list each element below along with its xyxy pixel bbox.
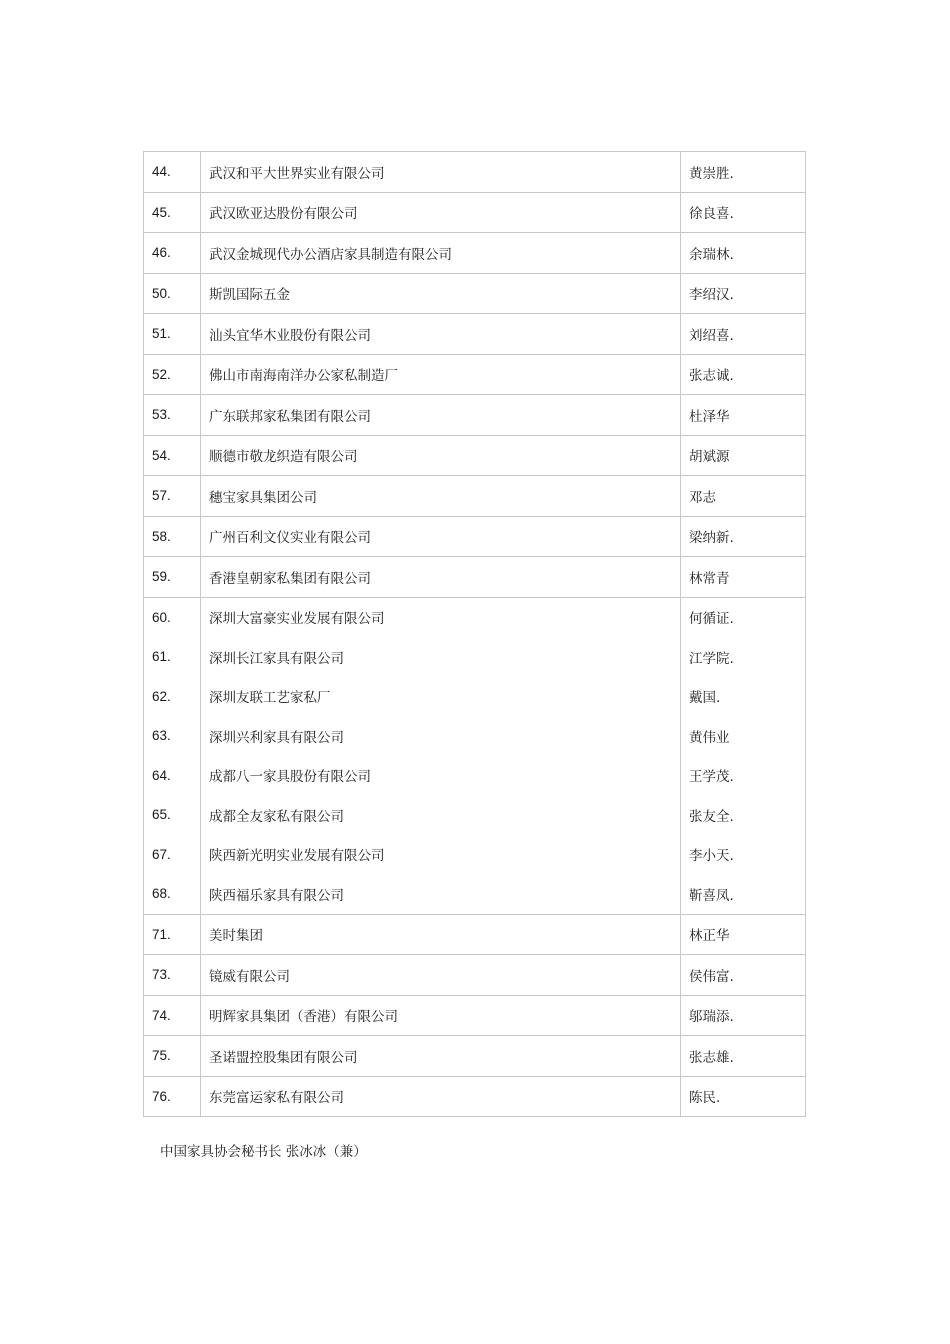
representative-name: 李绍汉. (681, 273, 806, 314)
company-name: 深圳长江家具有限公司 (201, 637, 681, 677)
company-name: 广东联邦家私集团有限公司 (201, 395, 681, 436)
row-number: 71. (144, 914, 201, 955)
row-number: 68. (144, 874, 201, 914)
row-number: 63. (144, 716, 201, 756)
company-name: 成都全友家私有限公司 (201, 795, 681, 835)
company-name: 东莞富运家私有限公司 (201, 1076, 681, 1117)
row-number: 52. (144, 354, 201, 395)
company-name: 圣诺盟控股集团有限公司 (201, 1036, 681, 1077)
table-row (144, 716, 806, 756)
company-name: 佛山市南海南洋办公家私制造厂 (201, 354, 681, 395)
representative-name: 黄伟业 (681, 716, 806, 756)
table-row (144, 835, 806, 875)
row-number: 45. (144, 192, 201, 233)
representative-name: 张友全. (681, 795, 806, 835)
company-name: 香港皇朝家私集团有限公司 (201, 557, 681, 598)
table-row (144, 1036, 806, 1077)
table-row (144, 756, 806, 796)
representative-name: 王学茂. (681, 756, 806, 796)
company-name: 广州百利文仪实业有限公司 (201, 516, 681, 557)
company-name: 顺德市敬龙织造有限公司 (201, 435, 681, 476)
row-number: 75. (144, 1036, 201, 1077)
row-number: 46. (144, 233, 201, 274)
representative-name: 林正华 (681, 914, 806, 955)
table-row (144, 677, 806, 717)
representative-name: 黄崇胜. (681, 152, 806, 193)
row-number: 65. (144, 795, 201, 835)
representative-name: 何循证. (681, 597, 806, 637)
table-row (144, 955, 806, 996)
company-name: 陕西福乐家具有限公司 (201, 874, 681, 914)
row-number: 73. (144, 955, 201, 996)
row-number: 74. (144, 995, 201, 1036)
table-row (144, 273, 806, 314)
table-row (144, 476, 806, 517)
representative-name: 余瑞林. (681, 233, 806, 274)
representative-name: 陈民. (681, 1076, 806, 1117)
table-row (144, 637, 806, 677)
row-number: 58. (144, 516, 201, 557)
company-name: 深圳友联工艺家私厂 (201, 677, 681, 717)
table-row (144, 1076, 806, 1117)
row-number: 76. (144, 1076, 201, 1117)
company-name: 明辉家具集团（香港）有限公司 (201, 995, 681, 1036)
table-row (144, 874, 806, 914)
company-name: 深圳大富豪实业发展有限公司 (201, 597, 681, 637)
member-table-body (144, 152, 806, 1117)
representative-name: 林常青 (681, 557, 806, 598)
table-row (144, 995, 806, 1036)
company-name: 深圳兴利家具有限公司 (201, 716, 681, 756)
representative-name: 邬瑞添. (681, 995, 806, 1036)
row-number: 57. (144, 476, 201, 517)
representative-name: 江学院. (681, 637, 806, 677)
representative-name: 杜泽华 (681, 395, 806, 436)
row-number: 67. (144, 835, 201, 875)
row-number: 61. (144, 637, 201, 677)
company-name: 武汉金城现代办公酒店家具制造有限公司 (201, 233, 681, 274)
row-number: 54. (144, 435, 201, 476)
table-row (144, 192, 806, 233)
table-row (144, 435, 806, 476)
company-name: 美时集团 (201, 914, 681, 955)
table-row (144, 557, 806, 598)
representative-name: 刘绍喜. (681, 314, 806, 355)
company-name: 穗宝家具集团公司 (201, 476, 681, 517)
table-row (144, 795, 806, 835)
table-row (144, 516, 806, 557)
representative-name: 胡斌源 (681, 435, 806, 476)
table-row (144, 597, 806, 637)
company-name: 镜威有限公司 (201, 955, 681, 996)
company-name: 斯凯国际五金 (201, 273, 681, 314)
member-roster (143, 151, 806, 1117)
table-row (144, 914, 806, 955)
table-row (144, 354, 806, 395)
row-number: 51. (144, 314, 201, 355)
representative-name: 梁纳新. (681, 516, 806, 557)
company-name: 成都八一家具股份有限公司 (201, 756, 681, 796)
representative-name: 张志诚. (681, 354, 806, 395)
row-number: 60. (144, 597, 201, 637)
row-number: 53. (144, 395, 201, 436)
representative-name: 李小天. (681, 835, 806, 875)
row-number: 62. (144, 677, 201, 717)
company-name: 武汉和平大世界实业有限公司 (201, 152, 681, 193)
representative-name: 侯伟富. (681, 955, 806, 996)
table-row (144, 395, 806, 436)
representative-name: 徐良喜. (681, 192, 806, 233)
row-number: 64. (144, 756, 201, 796)
representative-name: 张志雄. (681, 1036, 806, 1077)
signature-line: 中国家具协会秘书长 张冰冰（兼） (160, 1144, 367, 1160)
company-name: 汕头宜华木业股份有限公司 (201, 314, 681, 355)
representative-name: 邓志 (681, 476, 806, 517)
representative-name: 戴国. (681, 677, 806, 717)
company-name: 武汉欧亚达股份有限公司 (201, 192, 681, 233)
row-number: 59. (144, 557, 201, 598)
table-row (144, 233, 806, 274)
row-number: 50. (144, 273, 201, 314)
table-row (144, 152, 806, 193)
row-number: 44. (144, 152, 201, 193)
representative-name: 靳喜凤. (681, 874, 806, 914)
company-name: 陕西新光明实业发展有限公司 (201, 835, 681, 875)
member-table (143, 151, 806, 1117)
table-row (144, 314, 806, 355)
